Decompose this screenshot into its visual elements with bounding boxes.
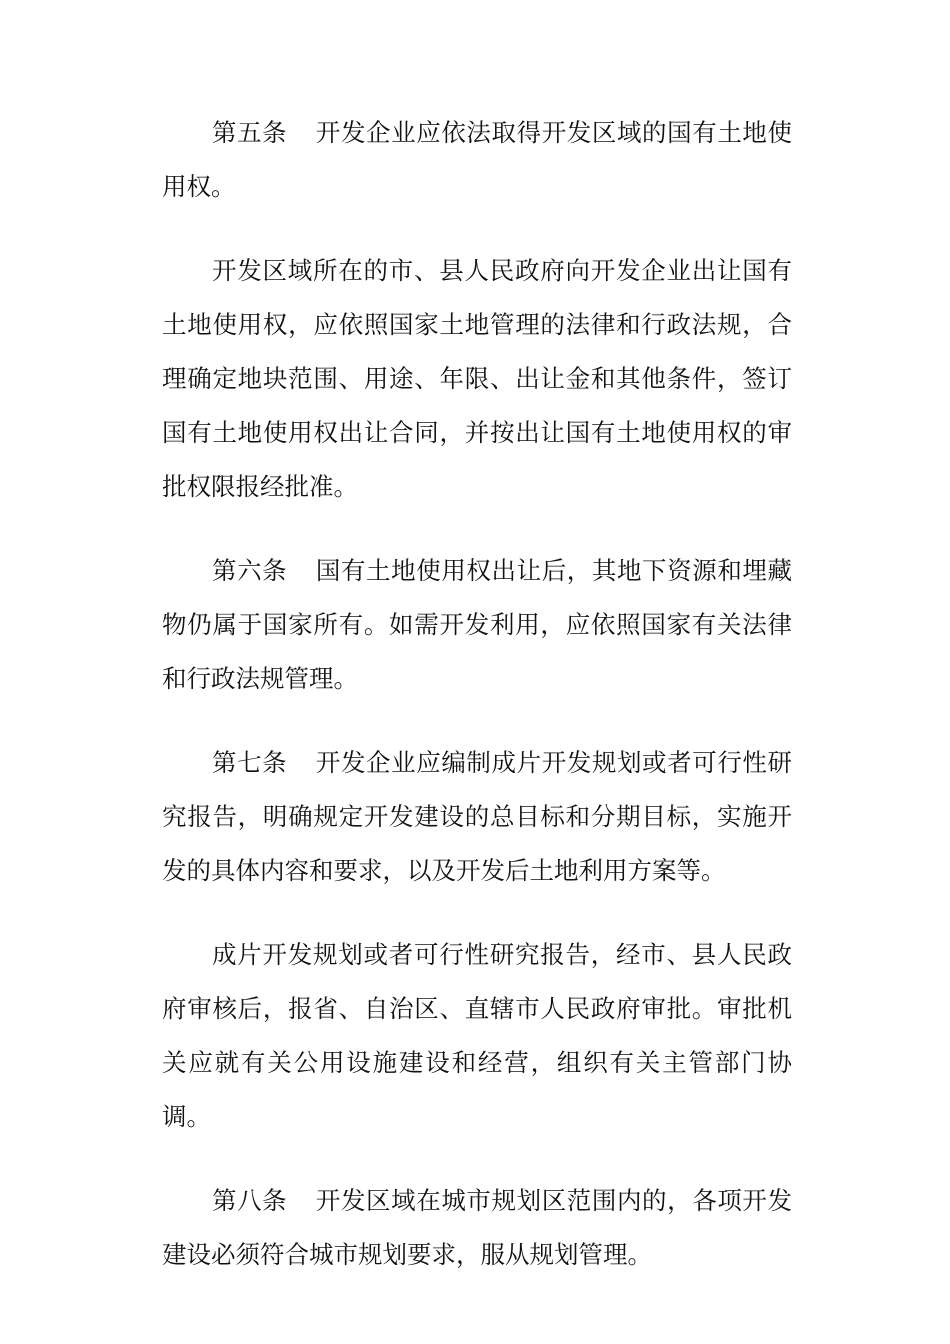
paragraph-text: 开发区域在城市规划区范围内的，各项开发建设必须符合城市规划要求，服从规划管理。 [162, 1186, 793, 1269]
paragraph-article-7-clause-2 [162, 928, 792, 1144]
paragraph-text: 成片开发规划或者可行性研究报告，经市、县人民政府审核后，报省、自治区、直辖市人民政府审批。审批机关应就有关公用设施建设和经营，组织有关主管部门协调。 [162, 940, 792, 1131]
paragraph-article-7 [162, 736, 792, 898]
paragraph-article-8 [162, 1174, 792, 1282]
paragraph-text: 国有土地使用权出让后，其地下资源和埋藏物仍属于国家所有。如需开发利用，应依照国家有关法律和行政法规管理。 [162, 556, 793, 693]
article-number: 第七条 [212, 748, 288, 777]
article-number: 第六条 [212, 556, 288, 585]
paragraph-article-5 [162, 106, 792, 214]
paragraph-text: 开发企业应编制成片开发规划或者可行性研究报告，明确规定开发建设的总目标和分期目标，实施开发的具体内容和要求，以及开发后土地利用方案等。 [162, 748, 793, 885]
paragraph-article-5-clause-2 [162, 244, 792, 514]
document-page [162, 106, 792, 1312]
paragraph-article-6 [162, 544, 792, 706]
paragraph-text: 开发区域所在的市、县人民政府向开发企业出让国有土地使用权，应依照国家土地管理的法律和行政法规，合理确定地块范围、用途、年限、出让金和其他条件，签订国有土地使用权出让合同，并按出让国有土地使用权的审批权限报经批准。 [162, 256, 792, 501]
article-number: 第五条 [212, 118, 288, 147]
paragraph-text: 开发企业应依法取得开发区域的国有土地使用权。 [162, 118, 793, 201]
article-number: 第八条 [212, 1186, 288, 1215]
